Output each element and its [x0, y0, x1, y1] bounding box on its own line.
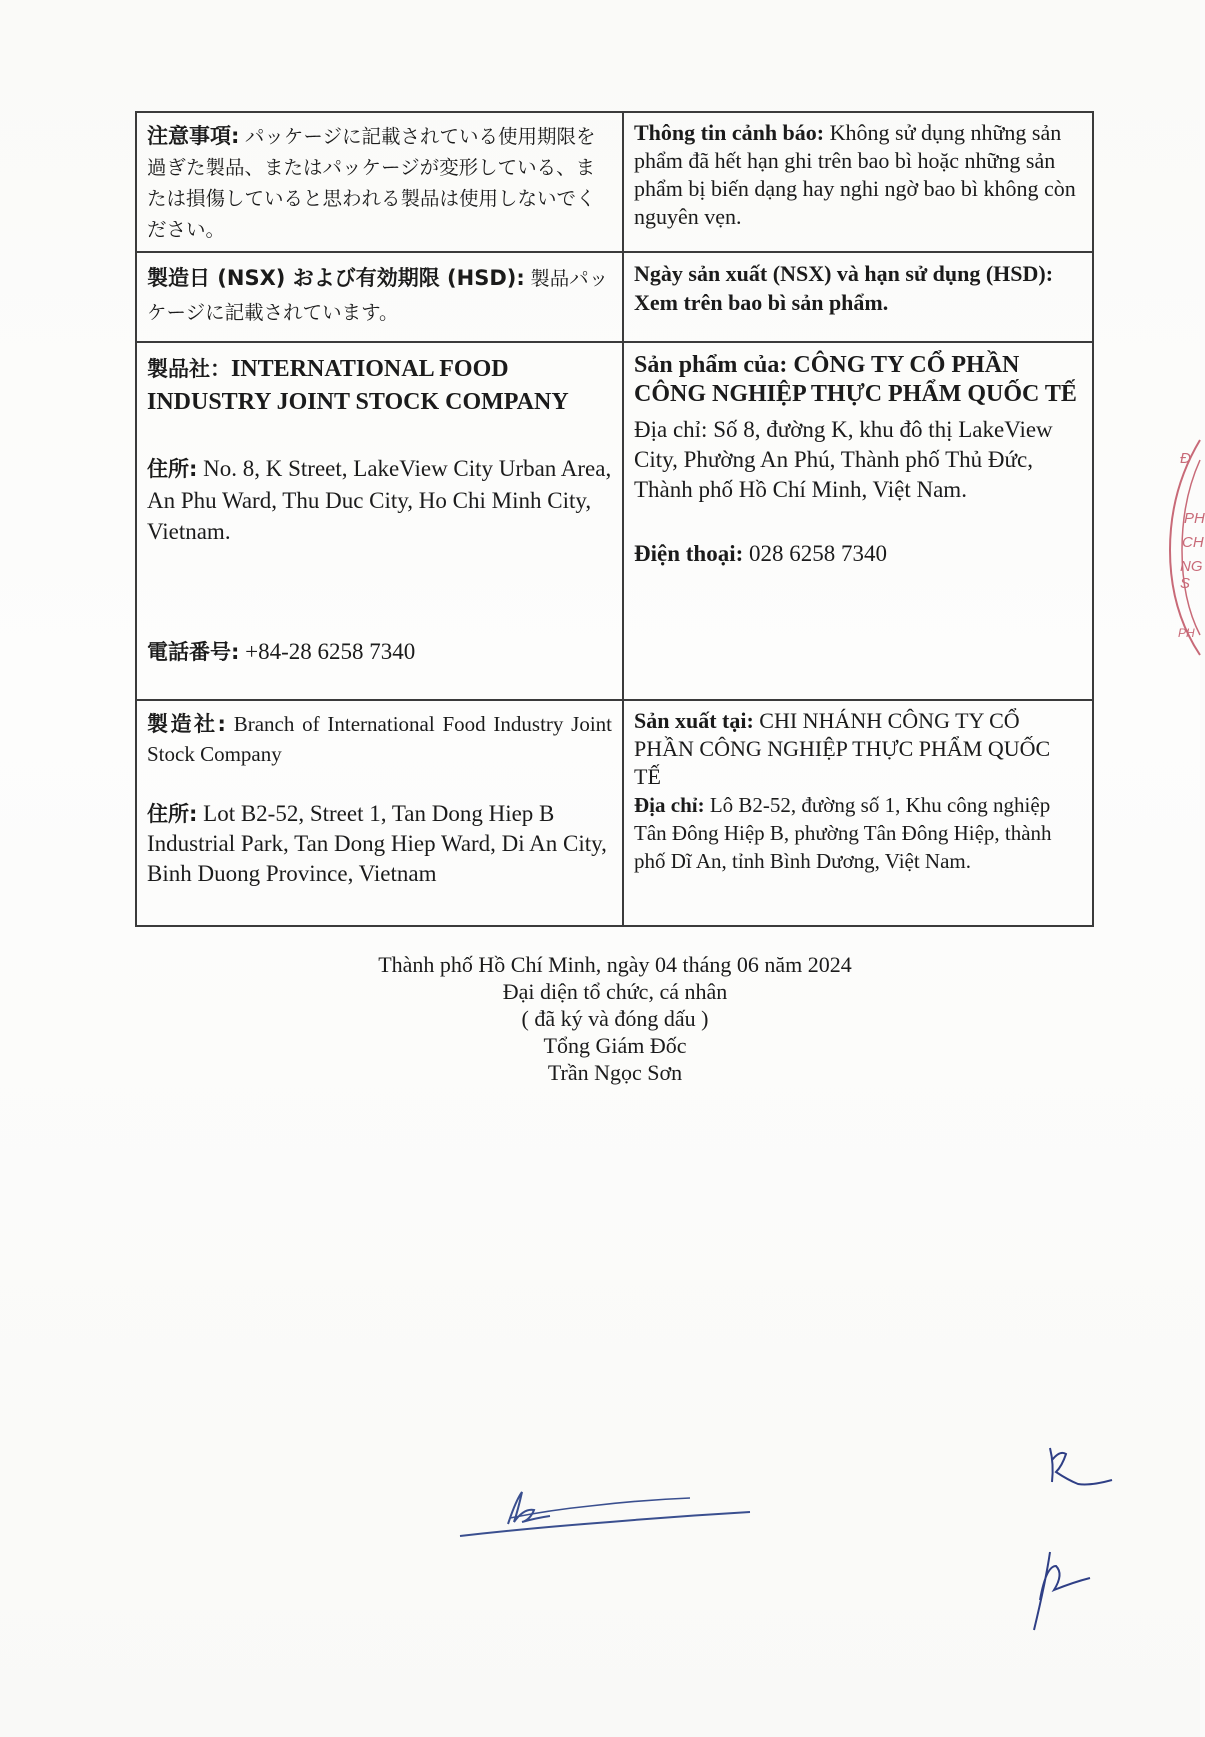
address-jp-block [147, 453, 612, 547]
maker-vn-block [634, 707, 1082, 791]
cell-warning-vn [623, 112, 1093, 252]
position-title: Tổng Giám Đốc [543, 1033, 687, 1058]
info-table [135, 111, 1094, 927]
table-row-dates [136, 252, 1093, 342]
table-row-company [136, 342, 1093, 700]
maker-address-jp-label: 住所: [147, 802, 198, 826]
stamp-fragment [1160, 430, 1205, 660]
cell-company-jp [136, 342, 623, 700]
maker-jp-block [147, 709, 612, 769]
place-date: Thành phố Hồ Chí Minh, ngày 04 tháng 06 năm 2024 [378, 952, 852, 977]
maker-jp-text: Branch of International Food Industry Joint Stock Company [147, 712, 613, 766]
cell-warning-jp [136, 112, 623, 252]
maker-address-vn-text: Lô B2-52, đường số 1, Khu công nghiệp Tân Đông Hiệp B, phường Tân Đông Hiệp, thành phố Dĩ An, tỉnh Bình Dương, Việt Nam. [634, 793, 1052, 873]
stamp-text-1: Đ [1180, 450, 1191, 467]
closing-block [300, 951, 930, 1086]
company-vn-block [634, 351, 1082, 409]
dates-vn-text: Ngày sản xuất (NSX) và hạn sử dụng (HSD): Xem trên bao bì sản phẩm. [634, 261, 1054, 315]
warning-jp-text: パッケージに記載されている使用期限を過ぎた製品、またはパッケージが変形している、または損傷していると思われる製品は使用しないでください。 [147, 125, 596, 241]
representative-line: Đại diện tổ chức, cá nhân [502, 979, 728, 1004]
phone-jp-text: +84-28 6258 7340 [245, 639, 416, 664]
cell-dates-vn [623, 252, 1093, 342]
cell-dates-jp [136, 252, 623, 342]
cell-manufacturer-jp [136, 700, 623, 926]
phone-vn-block [634, 539, 1082, 568]
warning-jp-label: 注意事項: [147, 124, 240, 148]
signatory-name: Trần Ngọc Sơn [547, 1060, 683, 1085]
initials-icon [1000, 1440, 1130, 1640]
cell-manufacturer-vn [623, 700, 1093, 926]
warning-vn-label: Thông tin cảnh báo: [634, 120, 825, 145]
address-vn-text: Địa chỉ: Số 8, đường K, khu đô thị LakeView City, Phường An Phú, Thành phố Thủ Đức, Thành phố Hồ Chí Minh, Việt Nam. [634, 417, 1053, 502]
phone-jp-label: 電話番号: [147, 640, 240, 664]
maker-vn-text: CHI NHÁNH CÔNG TY CỔ PHẦN CÔNG NGHIỆP THỰC PHẨM QUỐC TẾ [634, 708, 1051, 789]
dates-jp-label: 製造日 (NSX) および有効期限 (HSD): [147, 266, 525, 290]
table-row-warning [136, 112, 1093, 252]
company-jp-block [147, 353, 612, 419]
company-vn-label: Sản phẩm của: [634, 352, 788, 378]
phone-jp-block [147, 637, 612, 667]
stamp-text-2: PH [1184, 510, 1205, 527]
stamp-text-3: CH [1182, 534, 1204, 551]
signature-icon [450, 1470, 760, 1550]
company-jp-name: INTERNATIONAL FOOD INDUSTRY JOINT STOCK COMPANY [147, 356, 569, 415]
maker-jp-label: 製造社: [147, 712, 226, 736]
stamp-text-4: NG S [1180, 558, 1203, 592]
dates-jp-text: 製品パッケージに記載されています。 [147, 267, 609, 324]
phone-vn-label: Điện thoại: [634, 541, 744, 566]
warning-vn-text: Không sử dụng những sản phẩm đã hết hạn ghi trên bao bì hoặc những sản phẩm bị biến dạng hay nghi ngờ bao bì không còn nguyên vẹn. [634, 120, 1076, 229]
phone-vn-text: 028 6258 7340 [749, 541, 887, 566]
maker-vn-label: Sản xuất tại: [634, 708, 754, 733]
company-jp-label: 製品社： [147, 357, 231, 381]
maker-address-vn-label: Địa chỉ: [634, 793, 705, 817]
address-jp-label: 住所: [147, 457, 198, 481]
address-jp-text: No. 8, K Street, LakeView City Urban Area, An Phu Ward, Thu Duc City, Ho Chi Minh City, Vietnam. [147, 456, 612, 544]
company-vn-name: CÔNG TY CỔ PHẦN CÔNG NGHIỆP THỰC PHẨM QUỐC TẾ [634, 352, 1077, 407]
signed-note: ( đã ký và đóng dấu ) [521, 1006, 709, 1031]
maker-address-jp-text: Lot B2-52, Street 1, Tan Dong Hiep B Industrial Park, Tan Dong Hiep Ward, Di An City, Binh Duong Province, Vietnam [147, 801, 607, 886]
cell-company-vn [623, 342, 1093, 700]
table-row-manufacturer [136, 700, 1093, 926]
maker-address-jp-block [147, 799, 612, 889]
maker-address-vn-block [634, 791, 1082, 875]
stamp-text-5: PH [1178, 626, 1195, 640]
